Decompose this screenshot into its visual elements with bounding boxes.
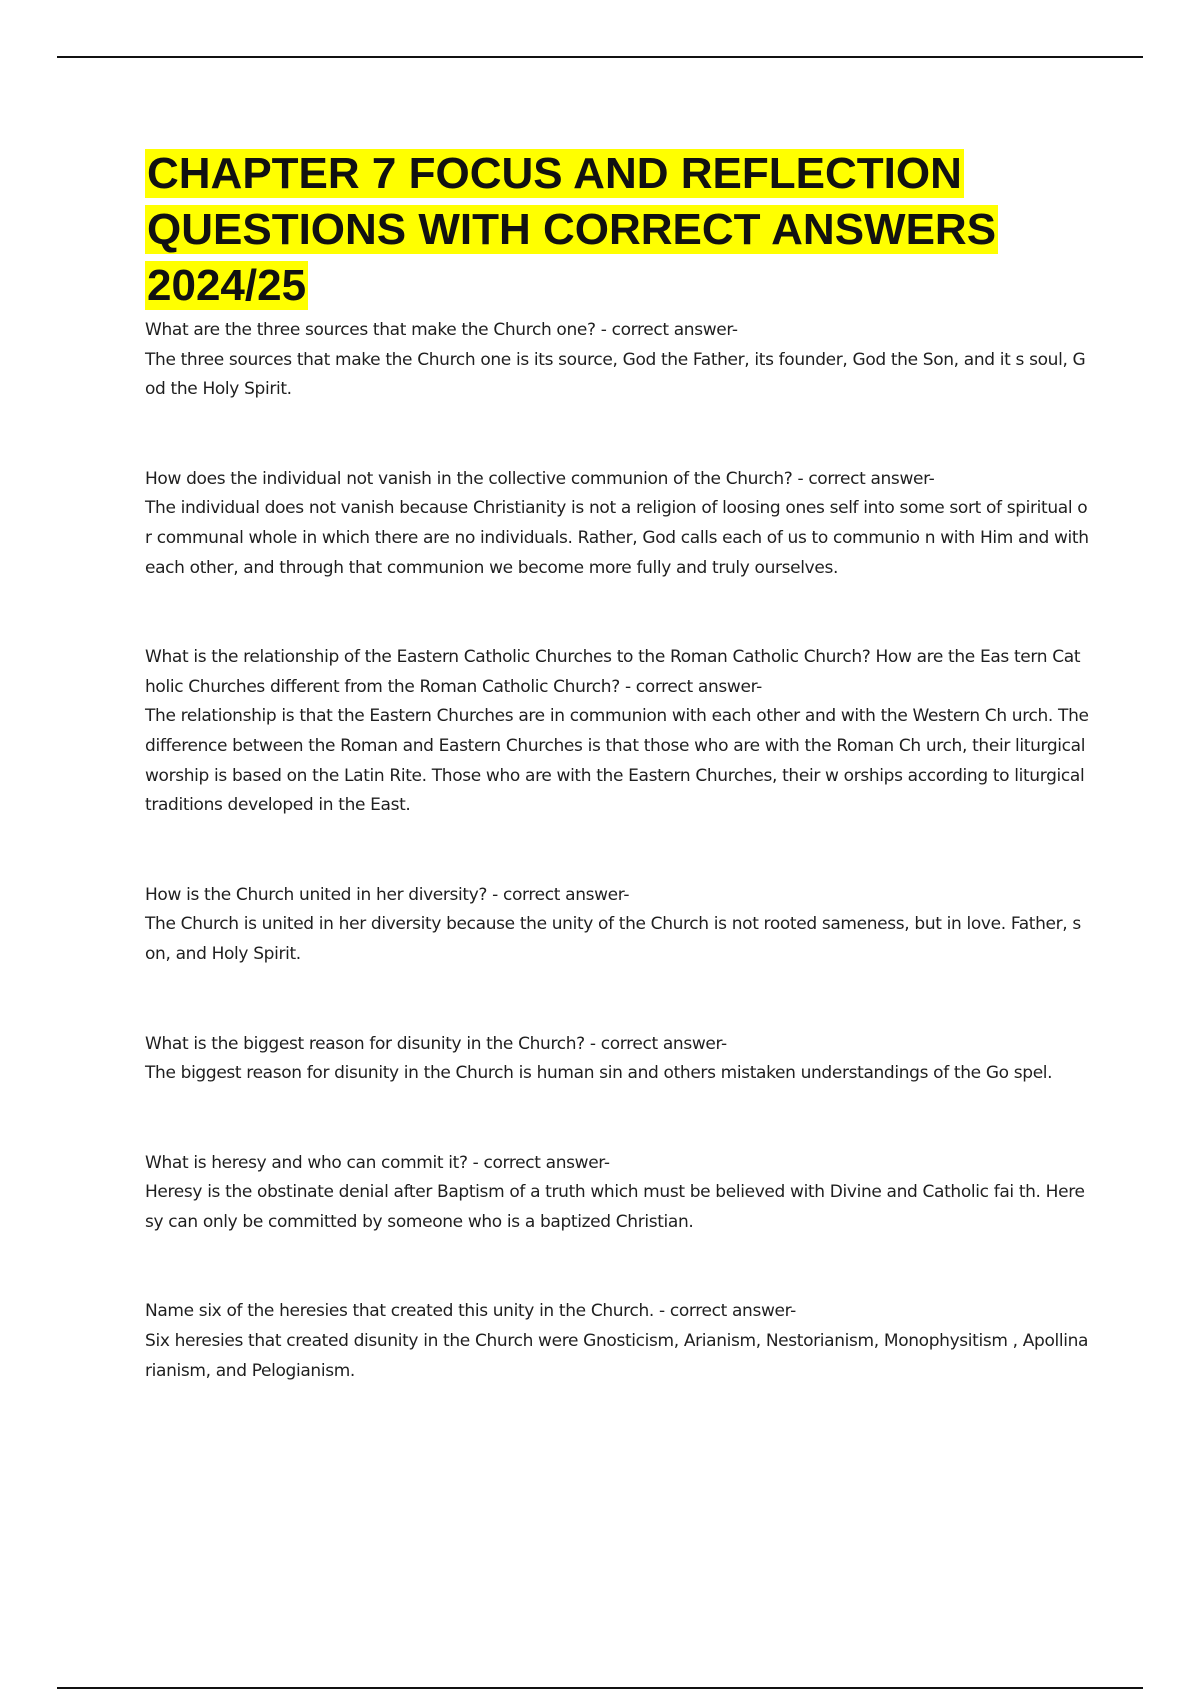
question-text: What is the biggest reason for disunity in the Church? - correct answer-	[145, 1033, 727, 1054]
answer-text: The three sources that make the Church one is its source, God the Father, its founder, God the Son, and it s soul, God the Holy Spirit.	[145, 349, 1086, 400]
answer-text: The Church is united in her diversity because the unity of the Church is not rooted sameness, but in love. Father, son, and Holy Spirit.	[145, 914, 1081, 964]
qa-item	[145, 1297, 1090, 1386]
question-text: What is the relationship of the Eastern Catholic Churches to the Roman Catholic Church? How are the Eas tern Catholic Churches different from the Roman Catholic Church? - correct answer-	[145, 647, 1081, 697]
answer-text: Heresy is the obstinate denial after Baptism of a truth which must be believed with Divine and Catholic fai th. Heresy can only be committed by someone who is a baptized Christian.	[145, 1182, 1085, 1232]
document-body	[145, 146, 1090, 1446]
answer-text: The individual does not vanish because Christianity is not a religion of loosing ones self into some sort of spiritual or communal whole in which there are no individuals. Rather, God calls each of us to communio n with Him and with each other, and through that communion we become more fully and truly ourselves.	[145, 498, 1089, 578]
qa-item	[145, 1030, 1090, 1089]
qa-item	[145, 1149, 1090, 1238]
question-text: What is heresy and who can commit it? - correct answer-	[145, 1152, 610, 1173]
bottom-rule	[57, 1687, 1143, 1689]
answer-text: The relationship is that the Eastern Churches are in communion with each other and with the Western Ch urch. The difference between the Roman and Eastern Churches is that those who are with the Roman Ch urch, their liturgical worship is based on the Latin Rite. Those who are with the Eastern Churches, their w orships according to liturgical traditions developed in the East.	[145, 706, 1089, 816]
question-text: Name six of the heresies that created this unity in the Church. - correct answer-	[145, 1301, 796, 1322]
title-highlight: CHAPTER 7 FOCUS AND REFLECTION QUESTIONS WITH CORRECT ANSWERS 2024/25	[147, 149, 997, 310]
question-text: How does the individual not vanish in the collective communion of the Church? - correct answer-	[145, 468, 935, 489]
document-title	[145, 146, 1090, 314]
question-text: What are the three sources that make the Church one? - correct answer-	[145, 320, 738, 340]
qa-item	[145, 465, 1090, 583]
top-rule	[57, 56, 1143, 58]
answer-text: Six heresies that created disunity in the Church were Gnosticism, Arianism, Nestorianism, Monophysitism , Apollinarianism, and Pelogianism.	[145, 1331, 1089, 1381]
answer-text: The biggest reason for disunity in the Church is human sin and others mistaken understandings of the Go spel.	[145, 1063, 1053, 1084]
qa-item	[145, 643, 1090, 821]
question-text: How is the Church united in her diversity? - correct answer-	[145, 884, 630, 905]
qa-item	[145, 316, 1090, 405]
qa-item	[145, 881, 1090, 970]
